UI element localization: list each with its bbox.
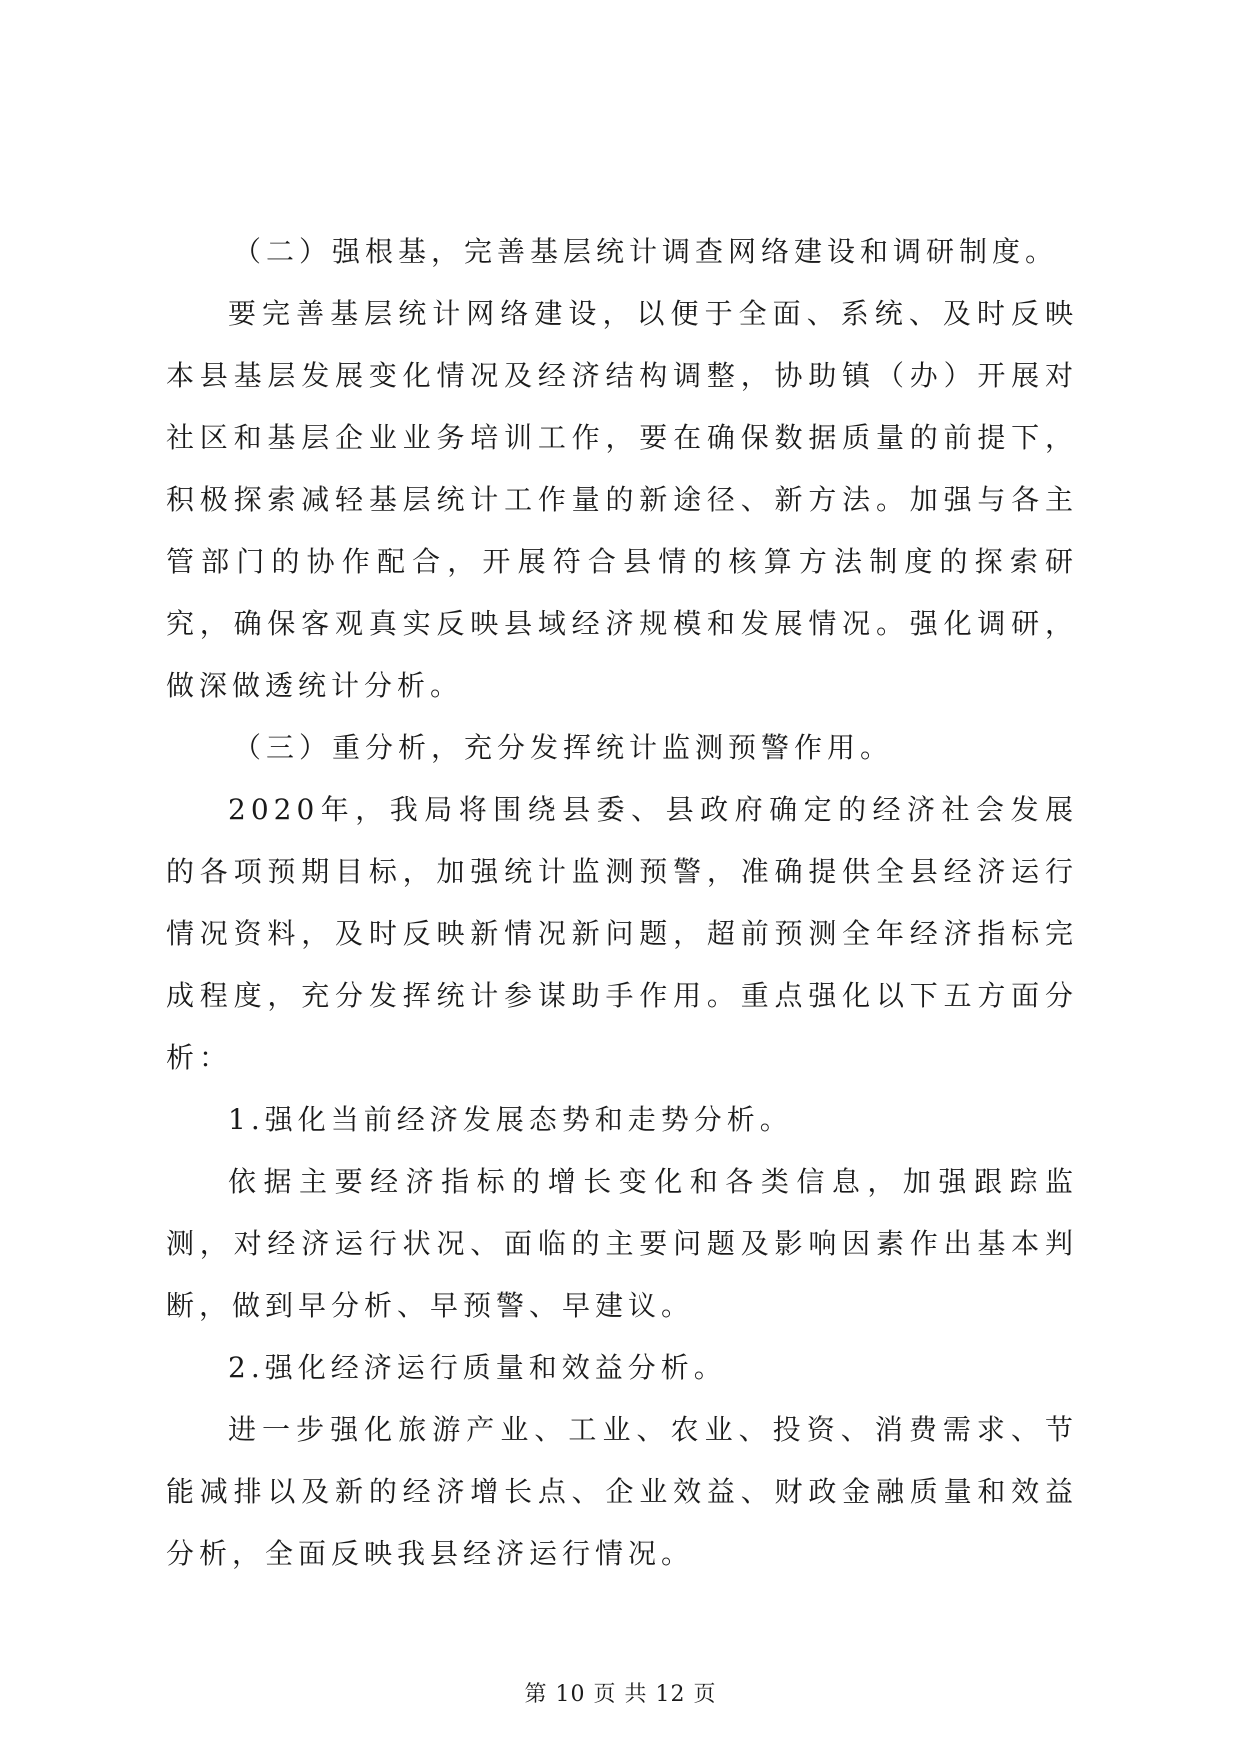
section-heading-2: （二）强根基，完善基层统计调查网络建设和调研制度。: [233, 235, 1059, 268]
body-paragraph: 2020年，我局将围绕县委、县政府确定的经济社会发展的各项预期目标，加强统计监测预警，准确提供全县经济运行情况资料，及时反映新情况新问题，超前预测全年经济指标完成程度，充分发挥统计参谋助手作用。重点强化以下五方面分析：: [166, 793, 1078, 1074]
page-number-footer: 第 10 页 共 12 页: [524, 1682, 717, 1707]
numbered-item-1: 1.强化当前经济发展态势和走势分析。: [228, 1103, 793, 1136]
numbered-item-2: 2.强化经济运行质量和效益分析。: [228, 1351, 727, 1384]
body-paragraph: 进一步强化旅游产业、工业、农业、投资、消费需求、节能减排以及新的经济增长点、企业效益、财政金融质量和效益分析，全面反映我县经济运行情况。: [166, 1413, 1078, 1570]
document-body: [166, 221, 1078, 1585]
section-heading-3: （三）重分析，充分发挥统计监测预警作用。: [233, 731, 894, 764]
body-paragraph: 依据主要经济指标的增长变化和各类信息，加强跟踪监测，对经济运行状况、面临的主要问题及影响因素作出基本判断，做到早分析、早预警、早建议。: [166, 1165, 1078, 1322]
body-paragraph: 要完善基层统计网络建设，以便于全面、系统、及时反映本县基层发展变化情况及经济结构调整，协助镇（办）开展对社区和基层企业业务培训工作，要在确保数据质量的前提下，积极探索减轻基层统计工作量的新途径、新方法。加强与各主管部门的协作配合，开展符合县情的核算方法制度的探索研究，确保客观真实反映县域经济规模和发展情况。强化调研，做深做透统计分析。: [166, 297, 1078, 702]
